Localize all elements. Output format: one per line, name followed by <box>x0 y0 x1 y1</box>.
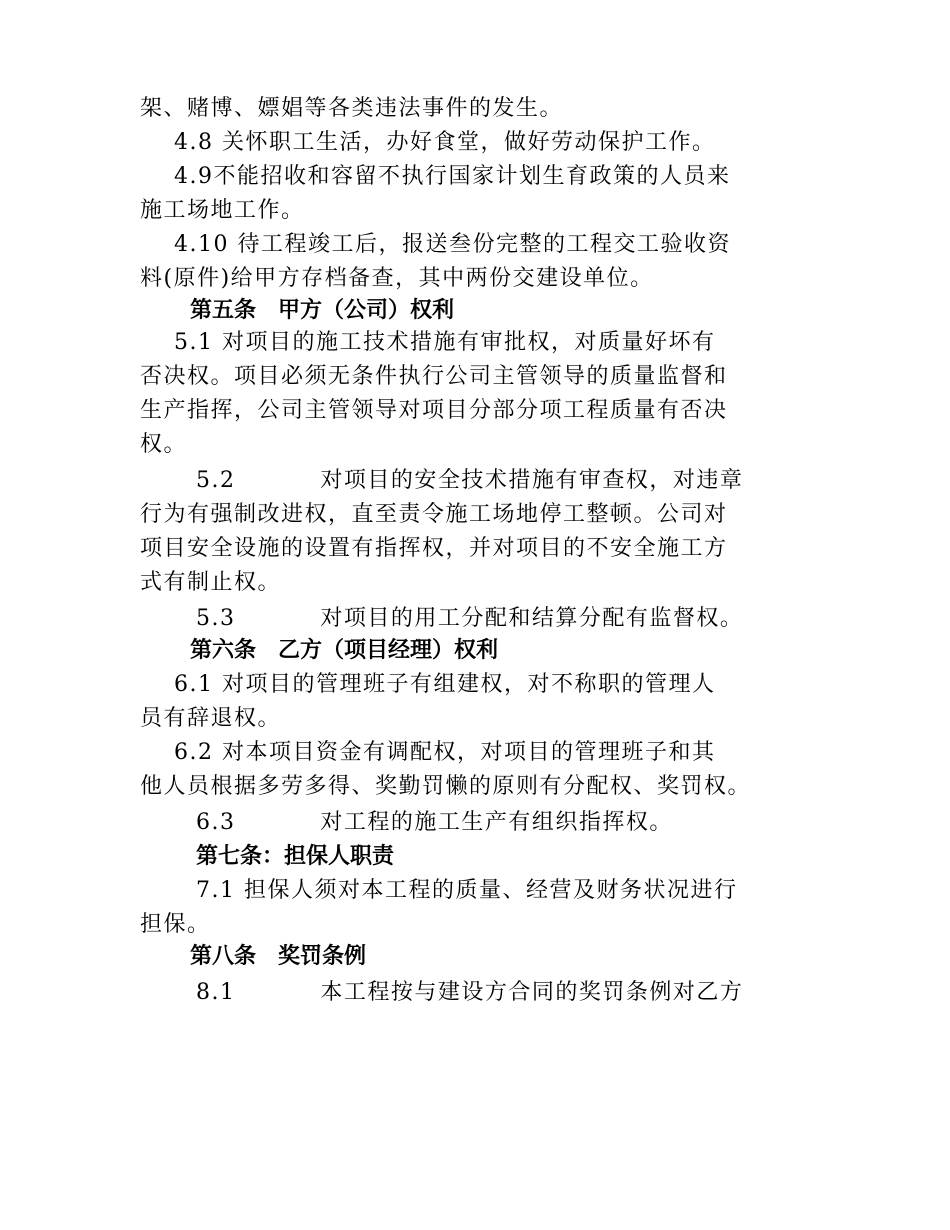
section-heading: 第七条：担保人职责 <box>196 844 395 869</box>
paragraph-line: 5.1 对项目的施工技术措施有审批权，对质量好坏有 <box>140 330 716 355</box>
section-heading: 第六条 乙方（项目经理）权利 <box>190 638 499 663</box>
paragraph-line: 权。 <box>140 432 188 457</box>
paragraph-line: 否决权。项目必须无条件执行公司主管领导的质量监督和 <box>140 364 728 389</box>
paragraph-line: 8.1 本工程按与建设方合同的奖罚条例对乙方 <box>196 980 744 1005</box>
section-heading: 第八条 奖罚条例 <box>190 944 367 969</box>
paragraph-line: 6.1 对项目的管理班子有组建权，对不称职的管理人 <box>140 672 716 697</box>
paragraph-line: 5.3 对项目的用工分配和结算分配有监督权。 <box>196 606 744 631</box>
section-heading: 第五条 甲方（公司）权利 <box>190 298 455 323</box>
paragraph-line: 他人员根据多劳多得、奖勤罚懒的原则有分配权、奖罚权。 <box>140 774 752 799</box>
paragraph-line: 4.9不能招收和容留不执行国家计划生育政策的人员来 <box>140 164 731 189</box>
paragraph-line: 式有制止权。 <box>140 570 282 595</box>
paragraph-line: 项目安全设施的设置有指挥权，并对项目的不安全施工方 <box>140 536 728 561</box>
paragraph-line: 6.2 对本项目资金有调配权，对项目的管理班子和其 <box>140 740 716 765</box>
paragraph-line: 4.8 关怀职工生活，办好食堂，做好劳动保护工作。 <box>140 130 716 155</box>
paragraph-line: 生产指挥，公司主管领导对项目分部分项工程质量有否决 <box>140 398 728 423</box>
paragraph-line: 4.10 待工程竣工后，报送叁份完整的工程交工验收资 <box>140 232 731 257</box>
paragraph-line: 7.1 担保人须对本工程的质量、经营及财务状况进行 <box>196 878 738 903</box>
paragraph-line: 架、赌博、嫖娼等各类违法事件的发生。 <box>140 96 564 121</box>
paragraph-line: 施工场地工作。 <box>140 198 305 223</box>
paragraph-line: 担保。 <box>140 912 211 937</box>
paragraph-line: 6.3 对工程的施工生产有组织指挥权。 <box>196 810 673 835</box>
paragraph-line: 员有辞退权。 <box>140 706 282 731</box>
paragraph-line: 料(原件)给甲方存档备查，其中两份交建设单位。 <box>140 266 654 291</box>
paragraph-line: 5.2 对项目的安全技术措施有审查权，对违章 <box>196 468 744 493</box>
paragraph-line: 行为有强制改进权，直至责令施工场地停工整顿。公司对 <box>140 502 728 527</box>
